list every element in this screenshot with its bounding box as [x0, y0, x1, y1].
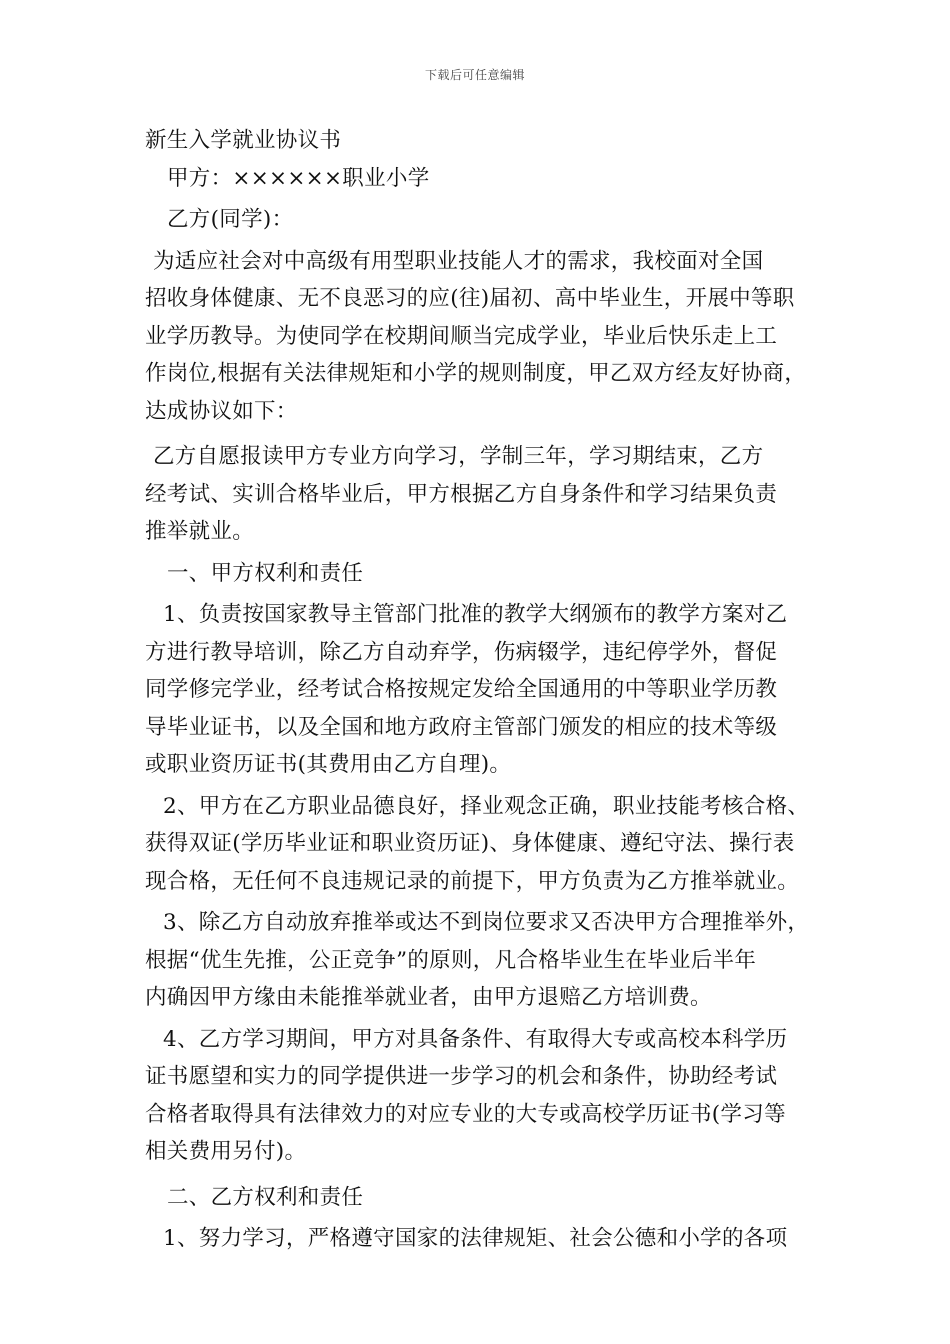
text-line: 方进行教导培训，除乙方自动弃学，伤病辍学，违纪停学外，督促 — [145, 639, 778, 665]
party-a-item-1 — [145, 596, 815, 784]
text-line: 同学修完学业，经考试合格按规定发给全国通用的中等职业学历教 — [145, 677, 778, 702]
text-line: 相关费用另付)。 — [145, 1139, 307, 1164]
text-line: 根据“优生先推，公正竞争”的原则，凡合格毕业生在毕业后半年 — [145, 947, 757, 973]
text-line: 4、乙方学习期间，甲方对具备条件、有取得大专或高校本科学历 — [163, 1026, 788, 1052]
text-line: 内确因甲方缘由未能推举就业者，由甲方退赔乙方培训费。 — [145, 985, 712, 1010]
text-line: 推举就业。 — [145, 519, 255, 544]
text-line: 招收身体健康、无不良恶习的应(往)届初、高中毕业生，开展中等职 — [145, 286, 795, 311]
document-title: 新生入学就业协议书 — [145, 128, 342, 153]
party-b-line: 乙方(同学)： — [167, 207, 294, 232]
text-line: 或职业资历证书(其费用由乙方自理)。 — [145, 752, 512, 777]
text-line: 2、甲方在乙方职业品德良好，择业观念正确，职业技能考核合格、 — [163, 793, 810, 819]
text-line: 合格者取得具有法律效力的对应专业的大专或高校学历证书(学习等 — [145, 1101, 786, 1127]
section-heading-party-b: 二、乙方权利和责任 — [167, 1184, 364, 1210]
text-line: 业学历教导。为使同学在校期间顺当完成学业，毕业后快乐走上工 — [145, 323, 778, 349]
party-a-item-2 — [145, 788, 815, 901]
text-line: 为适应社会对中高级有用型职业技能人才的需求，我校面对全国 — [153, 248, 764, 274]
text-line: 导毕业证书，以及全国和地方政府主管部门颁发的相应的技术等级 — [145, 714, 778, 740]
text-line: 证书愿望和实力的同学提供进一步学习的机会和条件，协助经考试 — [145, 1064, 778, 1089]
text-line: 1、努力学习，严格遵守国家的法律规矩、社会公德和小学的各项 — [163, 1226, 788, 1251]
party-a-item-4 — [145, 1021, 815, 1171]
party-b-item-1 — [145, 1220, 815, 1258]
text-line: 获得双证(学历毕业证和职业资历证)、身体健康、遵纪守法、操行表 — [145, 831, 795, 856]
party-a-item-3 — [145, 904, 815, 1017]
enrollment-paragraph — [145, 438, 815, 551]
document-body — [145, 122, 815, 1258]
party-a-line: 甲方：××××××职业小学 — [167, 165, 430, 191]
text-line: 经考试、实训合格毕业后，甲方根据乙方自身条件和学习结果负责 — [145, 481, 778, 507]
text-line: 乙方自愿报读甲方专业方向学习，学制三年，学习期结束，乙方 — [153, 444, 764, 469]
intro-paragraph — [145, 243, 815, 431]
text-line: 3、除乙方自动放弃推举或达不到岗位要求又否决甲方合理推举外， — [163, 910, 810, 935]
header-note: 下载后可任意编辑 — [424, 68, 525, 82]
text-line: 现合格，无任何不良违规记录的前提下，甲方负责为乙方推举就业。 — [145, 868, 800, 894]
text-line: 1、负责按国家教导主管部门批准的教学大纲颁布的教学方案对乙 — [163, 602, 788, 627]
text-line: 达成协议如下： — [145, 398, 298, 424]
text-line: 作岗位,根据有关法律规矩和小学的规则制度，甲乙双方经友好协商， — [145, 361, 807, 386]
section-heading-party-a: 一、甲方权利和责任 — [167, 560, 364, 586]
